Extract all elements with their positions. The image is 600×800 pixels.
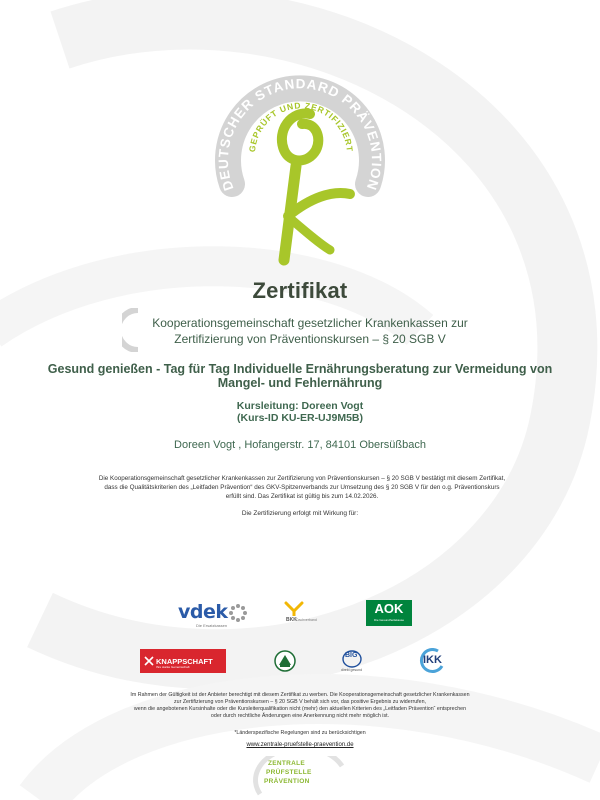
ikk-logo-text: IKK	[423, 654, 442, 666]
footer-line-4: oder durch rechtliche Änderungen eine Anerkennung nicht mehr möglich ist.	[210, 713, 390, 719]
aok-logo	[366, 600, 412, 626]
statement-line-1: Die Kooperationsgemeinschaft gesetzlicher Krankenkassen zur Zertifizierung von Präventionskursen – § 20 SGB V bestätigt mit diesem Zertifikat,	[98, 475, 506, 482]
issuer-line-2: Zertifizierung von Präventionskursen – § 20 SGB V	[174, 332, 446, 346]
statement-line-3: erfüllt sind. Das Zertifikat ist gültig bis zum 14.02.2026.	[225, 493, 379, 500]
aok-logo-text: AOK	[374, 601, 404, 616]
seal-figure-icon	[240, 90, 360, 270]
website-link[interactable]: www.zentrale-pruefstelle-praevention.de	[246, 742, 354, 748]
seal-outer-text: DEUTSCHER STANDARD PRÄVENTION	[215, 76, 385, 193]
knappschaft-logo	[140, 649, 226, 673]
course-title-line-1: Gesund genießen - Tag für Tag Individuelle Ernährungsberatung zur Vermeidung von	[47, 362, 553, 376]
course-title	[40, 362, 560, 390]
certification-statement	[68, 474, 536, 501]
course-id: (Kurs-ID KU-ER-UJ9M5B)	[236, 412, 363, 424]
zpp-logo	[246, 756, 356, 796]
zpp-line-1: ZENTRALE	[268, 760, 306, 767]
issuer-line-1: Kooperationsgemeinschaft gesetzlicher Krankenkassen zur	[152, 316, 468, 330]
bkk-tagline: Dachverband	[296, 618, 317, 622]
zpp-line-3: PRÄVENTION	[264, 778, 310, 785]
knappschaft-emblem-icon	[144, 656, 154, 666]
course-leader: Kursleitung: Doreen Vogt	[236, 400, 364, 412]
footer-line-1: Im Rahmen der Gültigkeit ist der Anbieter berechtigt mit diesem Zertifikat zu werben. Die Kooperationsgemeinschaft gesetzlicher Krankenkassen	[130, 692, 470, 698]
regional-note: *Länderspezifische Regelungen sind zu berücksichtigen	[234, 730, 366, 736]
course-title-line-2: Mangel- und Fehlernährung	[217, 376, 383, 390]
big-tagline: direkt gesund	[341, 668, 363, 672]
vdek-dots-icon	[228, 603, 248, 623]
vdek-logo-text: vdek	[178, 601, 228, 623]
knappschaft-tagline: Ihre starke Gemeinschaft	[156, 665, 190, 669]
statement-line-2: dass die Qualitätskriterien des „Leitfaden Prävention“ des GKV-Spitzenverbands zur Umsetzung des § 20 SGB V für den o.g. Präventionskurs	[104, 484, 500, 491]
aok-tagline: Die Gesundheitskasse	[373, 618, 405, 622]
seal-inner-text: GEPRÜFT UND ZERTIFIZIERT	[246, 100, 356, 153]
course-leader-block	[0, 400, 600, 424]
zpp-line-2: PRÜFSTELLE	[266, 769, 312, 776]
issuer-arc-icon	[122, 308, 142, 352]
big-logo-text: BIG	[345, 652, 358, 659]
bkk-logo	[282, 601, 324, 631]
footer-line-2: zur Zertifizierung von Präventionskursen – § 20 SGB V behält sich vor, das positive Ergebnis zu widerrufen,	[173, 699, 427, 705]
effective-for-text: Die Zertifizierung erfolgt mit Wirkung für:	[241, 510, 359, 517]
certificate-title: Zertifikat	[252, 278, 348, 303]
vdek-logo	[178, 601, 248, 631]
footer-disclaimer	[90, 692, 510, 720]
svlfg-logo	[274, 650, 296, 672]
footer-line-3: wenn die angebotenen Kursinhalte oder die Kursleiterqualifikation nicht (mehr) den aktuellen Kriterien des „Leitfaden Prävention“ entsprechen	[133, 706, 467, 712]
bkk-tree-icon	[284, 601, 304, 617]
provider-address: Doreen Vogt , Hofangerstr. 17, 84101 Obersüßbach	[174, 439, 426, 451]
ikk-logo	[416, 648, 450, 674]
issuer-block	[122, 308, 482, 352]
vdek-tagline: Die Ersatzkassen	[196, 623, 228, 628]
bkk-logo-text: BKK	[286, 617, 297, 623]
knappschaft-logo-text: KNAPPSCHAFT	[156, 657, 213, 666]
big-logo	[339, 650, 373, 676]
